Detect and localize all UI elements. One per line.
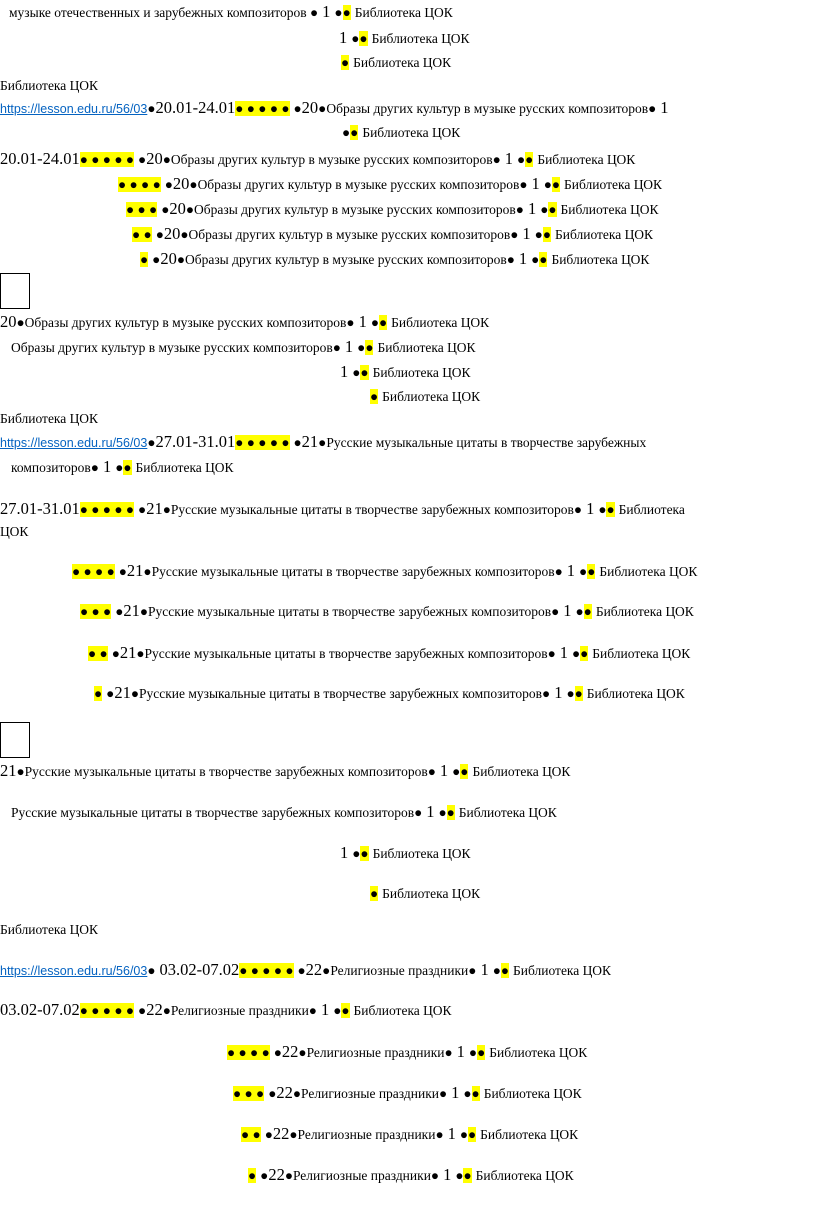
bullet-icon: ●	[284, 1168, 293, 1183]
bullet-icon: ●	[94, 686, 103, 701]
bullet-icon: ●	[342, 5, 351, 20]
bullet-icon: ●	[551, 177, 561, 192]
line-lesson22-l4: ● ● ● ● ●22●Религиозные праздники● 1 ●● Библиотека ЦОК	[227, 1042, 588, 1061]
bullet-icon: ●	[16, 764, 25, 779]
line-lesson19-sub2: ● Библиотека ЦОК	[341, 55, 452, 70]
bullet-icon: ●	[352, 365, 361, 380]
bullet-icon: ●	[459, 1127, 469, 1142]
line-lesson20-l1: ● ●20●Образы других культур в музыке русских композиторов● 1 ●● Библиотека ЦОК	[140, 249, 650, 268]
bullet-icon: ●	[517, 152, 526, 167]
bullet-icon: ●	[318, 101, 327, 116]
line-lesson20-topic2: Образы других культур в музыке русских композиторов● 1 ●● Библиотека ЦОК	[11, 337, 476, 356]
bullet-icon: ●	[542, 227, 551, 242]
bullet-icon: ●	[341, 55, 350, 70]
bullet-icon: ●	[180, 227, 189, 242]
bullet-icon: ●	[292, 1086, 302, 1101]
bullet-icon: ●	[540, 202, 549, 217]
bullet-icon: ●	[455, 1168, 464, 1183]
bullet-icon: ●	[539, 252, 548, 267]
lesson-link[interactable]: https://lesson.edu.ru/56/03	[0, 102, 148, 116]
line-lesson21-wrap: композиторов● 1 ●● Библиотека ЦОК	[11, 457, 234, 476]
line-lesson19-tail: музыке отечественных и зарубежных композиторов ● 1 ●● Библиотека ЦОК	[9, 2, 453, 21]
bullet-icon: ●	[289, 1127, 298, 1142]
bullet-icon: ●	[543, 177, 552, 192]
bullet-icon: ● ● ● ●	[72, 564, 115, 579]
line-lesson20-l3: ● ● ● ●20●Образы других культур в музыке русских композиторов● 1 ●● Библиотека ЦОК	[126, 199, 659, 218]
bullet-icon: ●	[444, 1045, 453, 1060]
bullet-icon: ●	[583, 604, 592, 619]
line-lesson21-sub1: 1 ●● Библиотека ЦОК	[340, 843, 471, 862]
bullet-icon: ●	[515, 202, 524, 217]
bullet-icon: ●	[140, 252, 149, 267]
line-lesson21-date-wrap: ЦОК	[0, 524, 29, 539]
line-lesson21-sub2: ● Библиотека ЦОК	[370, 886, 481, 901]
bullet-icon: ●	[492, 963, 501, 978]
bullet-icon: ● ● ● ● ●	[79, 152, 135, 167]
bullet-icon: ●	[136, 646, 145, 661]
bullet-icon: ●	[542, 686, 551, 701]
bullet-icon: ●	[548, 202, 557, 217]
bullet-icon: ●	[531, 252, 540, 267]
bullet-icon: ● ●	[132, 227, 152, 242]
bullet-icon: ●	[574, 686, 583, 701]
bullet-icon: ●	[365, 340, 374, 355]
line-lesson21-topic2: Русские музыкальные цитаты в творчестве зарубежных композиторов● 1 ●● Библиотека ЦОК	[11, 802, 557, 821]
bullet-icon: ●	[130, 686, 139, 701]
bullet-icon: ●	[123, 460, 132, 475]
bullet-icon: ●	[525, 152, 534, 167]
bullet-icon: ●	[16, 315, 25, 330]
bullet-icon: ●	[115, 460, 124, 475]
bullet-icon: ●	[189, 177, 198, 192]
bullet-icon: ●	[322, 963, 331, 978]
bullet-icon: ●	[587, 564, 596, 579]
bullet-icon: ●	[427, 764, 436, 779]
line-lesson20-wrap: ●● Библиотека ЦОК	[342, 125, 461, 140]
bullet-icon: ● ●	[88, 646, 108, 661]
bullet-icon: ●	[268, 1086, 277, 1101]
bullet-icon: ● ● ●	[233, 1086, 265, 1101]
line-lesson19-sub1: 1 ●● Библиотека ЦОК	[339, 28, 470, 47]
bullet-icon: ●	[118, 564, 127, 579]
line-library: Библиотека ЦОК	[0, 78, 98, 93]
bullet-icon: ●	[293, 101, 302, 116]
bullet-icon: ●	[435, 1127, 444, 1142]
bullet-icon: ●	[510, 227, 519, 242]
bullet-icon: ●	[185, 202, 195, 217]
bullet-icon: ● ● ● ● ●	[79, 502, 135, 517]
line-lesson20-main: https://lesson.edu.ru/56/03●20.01-24.01● ● ● ● ● ●20●Образы других культур в музыке русских композиторов● 1	[0, 98, 669, 117]
bullet-icon: ●	[138, 152, 147, 167]
line-lesson22-date: 03.02-07.02● ● ● ● ● ●22●Религиозные праздники● 1 ●● Библиотека ЦОК	[0, 1000, 452, 1019]
bullet-icon: ●	[161, 202, 170, 217]
bullet-icon: ●	[648, 101, 657, 116]
line-lesson22-l2: ● ● ●22●Религиозные праздники● 1 ●● Библиотека ЦОК	[241, 1124, 579, 1143]
line-library: Библиотека ЦОК	[0, 922, 98, 937]
bullet-icon: ● ● ● ● ●	[235, 435, 290, 450]
bullet-icon: ●	[359, 31, 368, 46]
bullet-icon: ●	[139, 604, 149, 619]
bullet-icon: ●	[571, 646, 581, 661]
bullet-icon: ●	[310, 5, 319, 20]
bullet-icon: ●	[147, 435, 156, 450]
line-lesson20-topic: 20●Образы других культур в музыке русских композиторов● 1 ●● Библиотека ЦОК	[0, 312, 490, 331]
bullet-icon: ●	[468, 1045, 478, 1060]
bullet-icon: ● ● ● ● ●	[239, 963, 294, 978]
bullet-icon: ●	[162, 1003, 171, 1018]
line-lesson20-l4: ● ● ● ● ●20●Образы других культур в музыке русских композиторов● 1 ●● Библиотека ЦОК	[118, 174, 663, 193]
bullet-icon: ● ● ● ●	[227, 1045, 270, 1060]
bullet-icon: ●	[342, 125, 351, 140]
line-lesson21-topic: 21●Русские музыкальные цитаты в творчестве зарубежных композиторов● 1 ●● Библиотека ЦОК	[0, 761, 571, 780]
line-lesson20-date: 20.01-24.01● ● ● ● ● ●20●Образы других культур в музыке русских композиторов● 1 ●● Библиотека ЦОК	[0, 149, 636, 168]
bullet-icon: ●	[500, 963, 509, 978]
bullet-icon: ●	[293, 435, 302, 450]
bullet-icon: ●	[414, 805, 423, 820]
bullet-icon: ●	[370, 886, 379, 901]
bullet-icon: ●	[143, 564, 152, 579]
bullet-icon: ●	[264, 1127, 273, 1142]
bullet-icon: ●	[468, 963, 477, 978]
bullet-icon: ● ● ● ● ●	[235, 101, 290, 116]
lesson-link[interactable]: https://lesson.edu.ru/56/03	[0, 964, 148, 978]
line-lesson22-l3: ● ● ● ●22●Религиозные праздники● 1 ●● Библиотека ЦОК	[233, 1083, 582, 1102]
bullet-icon: ● ● ● ● ●	[79, 1003, 135, 1018]
bullet-icon: ●	[506, 252, 515, 267]
bullet-icon: ●	[298, 1045, 307, 1060]
bullet-icon: ●	[580, 646, 589, 661]
bullet-icon: ●	[370, 389, 379, 404]
bullet-icon: ●	[534, 227, 543, 242]
bullet-icon: ●	[248, 1168, 257, 1183]
bullet-icon: ●	[579, 564, 588, 579]
line-lesson21-main: https://lesson.edu.ru/56/03●27.01-31.01● ● ● ● ● ●21●Русские музыкальные цитаты в творчестве зарубежных	[0, 432, 647, 451]
bullet-icon: ●	[378, 315, 388, 330]
bullet-icon: ●	[438, 1086, 448, 1101]
bullet-icon: ●	[334, 5, 343, 20]
bullet-icon: ●	[430, 1168, 440, 1183]
bullet-icon: ● ●	[241, 1127, 261, 1142]
bullet-icon: ●	[318, 435, 327, 450]
bullet-icon: ● ● ●	[80, 604, 112, 619]
bullet-icon: ●	[566, 686, 575, 701]
bullet-icon: ●	[176, 252, 185, 267]
empty-checkbox[interactable]	[0, 273, 30, 309]
bullet-icon: ●	[273, 1045, 282, 1060]
line-library: Библиотека ЦОК	[0, 411, 98, 426]
bullet-icon: ●	[164, 177, 173, 192]
bullet-icon: ●	[598, 502, 607, 517]
bullet-icon: ●	[162, 152, 171, 167]
bullet-icon: ● ● ●	[126, 202, 158, 217]
bullet-icon: ●	[468, 1127, 477, 1142]
bullet-icon: ●	[350, 125, 359, 140]
line-lesson22-l1: ● ●22●Религиозные праздники● 1 ●● Библиотека ЦОК	[248, 1165, 574, 1184]
bullet-icon: ●	[106, 686, 115, 701]
line-lesson20-sub2: ● Библиотека ЦОК	[370, 389, 481, 404]
bullet-icon: ● ● ● ●	[118, 177, 161, 192]
bullet-icon: ●	[138, 1003, 147, 1018]
bullet-icon: ●	[352, 846, 361, 861]
bullet-icon: ●	[357, 340, 366, 355]
bullet-icon: ●	[370, 315, 379, 330]
bullet-icon: ●	[152, 252, 161, 267]
line-lesson21-l1: ● ●21●Русские музыкальные цитаты в творчестве зарубежных композиторов● 1 ●● Библиотека ЦОК	[94, 683, 685, 702]
bullet-icon: ●	[297, 963, 306, 978]
bullet-icon: ●	[477, 1045, 486, 1060]
lesson-link[interactable]: https://lesson.edu.ru/56/03	[0, 436, 148, 450]
bullet-icon: ●	[606, 502, 615, 517]
bullet-icon: ●	[360, 365, 369, 380]
bullet-icon: ●	[519, 177, 528, 192]
empty-checkbox[interactable]	[0, 722, 30, 758]
bullet-icon: ●	[346, 315, 355, 330]
line-lesson21-l4: ● ● ● ● ●21●Русские музыкальные цитаты в творчестве зарубежных композиторов● 1 ●● Библиотека ЦОК	[72, 561, 698, 580]
bullet-icon: ●	[551, 604, 560, 619]
bullet-icon: ●	[147, 101, 156, 116]
bullet-icon: ●	[333, 1003, 342, 1018]
bullet-icon: ●	[460, 764, 469, 779]
line-lesson21-l2: ● ● ●21●Русские музыкальные цитаты в творчестве зарубежных композиторов● 1 ●● Библиотека ЦОК	[88, 643, 691, 662]
bullet-icon: ●	[308, 1003, 317, 1018]
bullet-icon: ●	[446, 805, 455, 820]
bullet-icon: ●	[575, 604, 584, 619]
bullet-icon: ●	[573, 502, 583, 517]
bullet-icon: ●	[155, 227, 164, 242]
bullet-icon: ●	[463, 1168, 472, 1183]
line-lesson20-l2: ● ● ●20●Образы других культур в музыке русских композиторов● 1 ●● Библиотека ЦОК	[132, 224, 653, 243]
line-lesson21-l3: ● ● ● ●21●Русские музыкальные цитаты в творчестве зарубежных композиторов● 1 ●● Библиотека ЦОК	[80, 601, 694, 620]
line-lesson22-main: https://lesson.edu.ru/56/03● 03.02-07.02● ● ● ● ● ●22●Религиозные праздники● 1 ●● Библиотека ЦОК	[0, 960, 611, 979]
bullet-icon: ●	[554, 564, 563, 579]
bullet-icon: ●	[115, 604, 124, 619]
bullet-icon: ●	[90, 460, 99, 475]
bullet-icon: ●	[111, 646, 120, 661]
line-lesson20-sub1: 1 ●● Библиотека ЦОК	[340, 362, 471, 381]
bullet-icon: ●	[332, 340, 341, 355]
bullet-icon: ●	[260, 1168, 269, 1183]
bullet-icon: ●	[547, 646, 556, 661]
bullet-icon: ●	[162, 502, 171, 517]
bullet-icon: ●	[351, 31, 360, 46]
bullet-icon: ●	[147, 963, 156, 978]
bullet-icon: ●	[452, 764, 461, 779]
bullet-icon: ●	[463, 1086, 472, 1101]
bullet-icon: ●	[438, 805, 447, 820]
bullet-icon: ●	[138, 502, 147, 517]
bullet-icon: ●	[341, 1003, 350, 1018]
line-lesson21-date: 27.01-31.01● ● ● ● ● ●21●Русские музыкальные цитаты в творчестве зарубежных композиторов● 1 ●● Библиотека	[0, 499, 685, 518]
bullet-icon: ●	[492, 152, 501, 167]
bullet-icon: ●	[360, 846, 369, 861]
bullet-icon: ●	[471, 1086, 480, 1101]
